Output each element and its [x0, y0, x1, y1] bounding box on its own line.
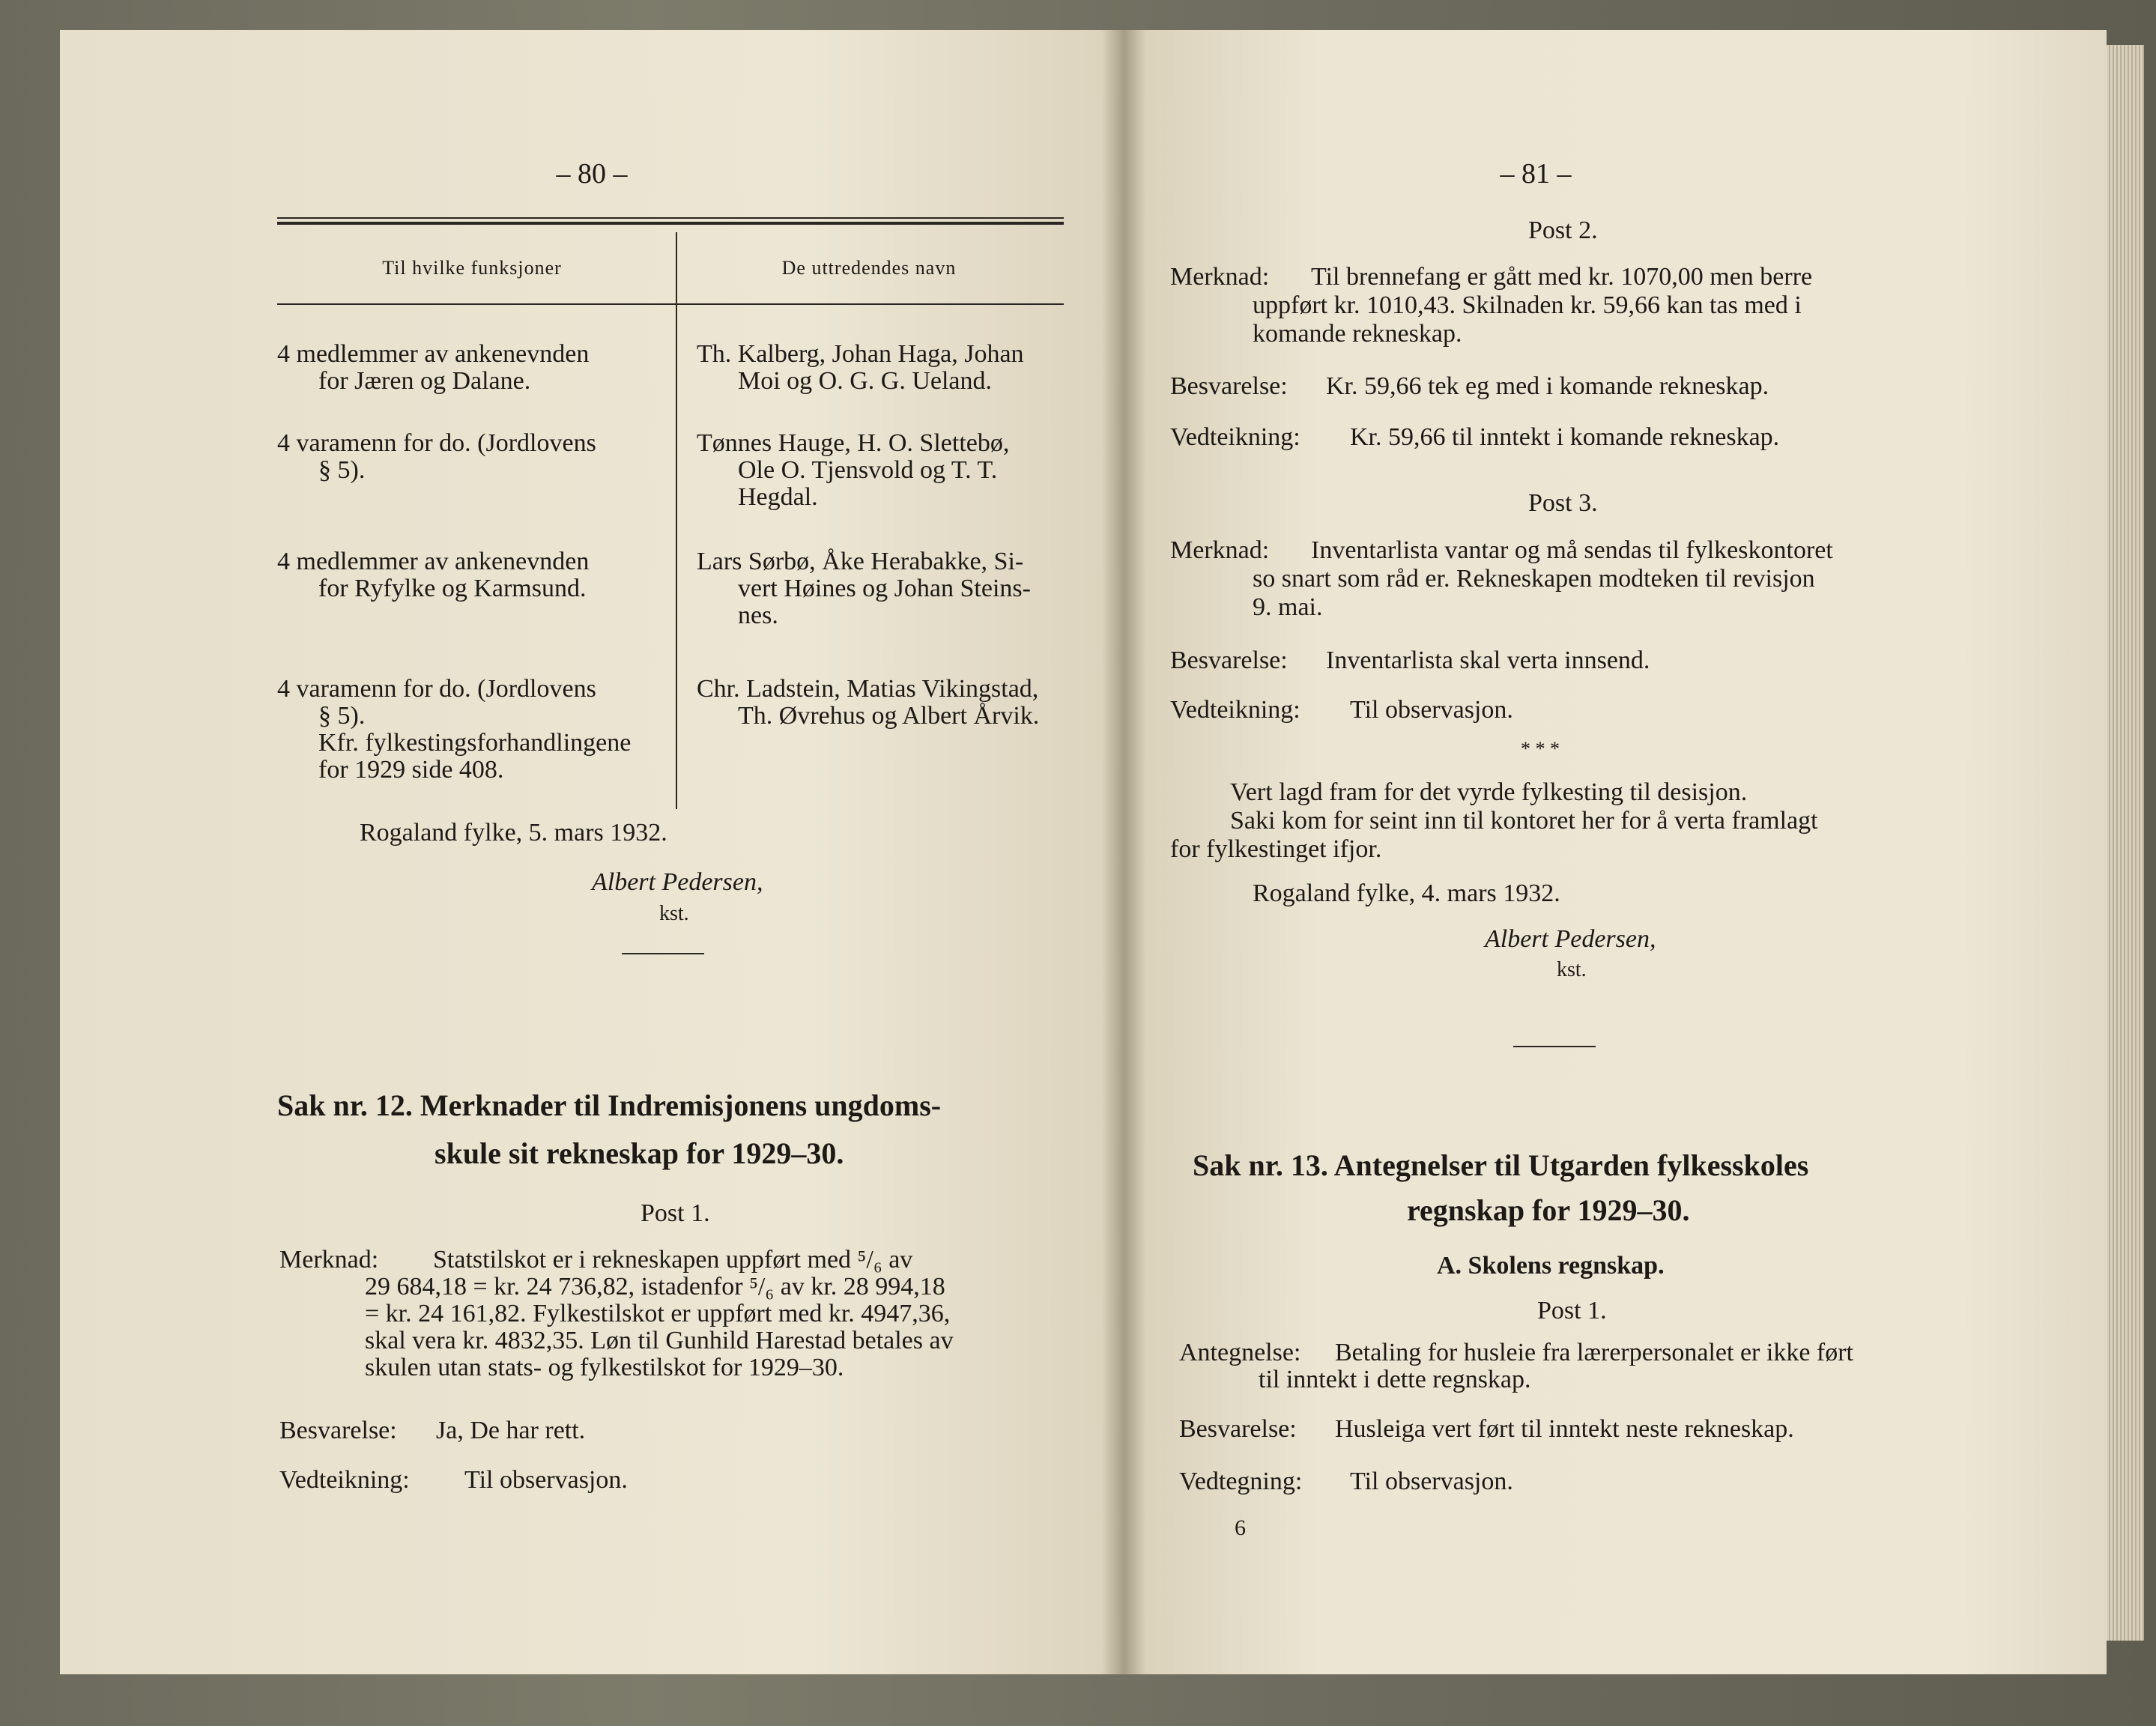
- table-top-rule-thick: [277, 222, 1064, 225]
- row-2-names-line-1: Tønnes Hauge, H. O. Slettebø,: [697, 429, 1010, 457]
- asterisks: * * *: [1521, 738, 1560, 760]
- row-3-function-line-2: for Ryfylke og Karmsund.: [318, 575, 587, 602]
- post-3-merknad-label: Merknad:: [1170, 536, 1270, 564]
- closing-line-1: Vert lagd fram for det vyrde fylkesting til desisjon.: [1230, 778, 1748, 806]
- merknad-line-1: Statstilskot er i rekneskapen uppført med ⁵/₆ av: [433, 1246, 913, 1274]
- row-1-function-line-2: for Jæren og Dalane.: [318, 367, 531, 395]
- row-3-names-line-3: nes.: [738, 602, 778, 629]
- table-top-rule: [277, 217, 1064, 219]
- post-3-besvarelse-label: Besvarelse:: [1170, 647, 1288, 674]
- vedtegning-text: Til observasjon.: [1350, 1468, 1513, 1495]
- post-2-merknad-line-2: uppført kr. 1010,43. Skilnaden kr. 59,66 kan tas med i: [1253, 291, 1802, 319]
- post-2-merknad-line-3: komande rekneskap.: [1253, 320, 1462, 348]
- book-gutter: [1101, 30, 1146, 1674]
- merknad-line-3: = kr. 24 161,82. Fylkestilskot er uppført med kr. 4947,36,: [365, 1300, 951, 1327]
- antegnelse-label: Antegnelse:: [1179, 1339, 1301, 1366]
- row-4-function-line-1: 4 varamenn for do. (Jordlovens: [277, 675, 596, 703]
- left-page: [60, 30, 1124, 1674]
- page-number: – 81 –: [1500, 158, 1572, 190]
- table-header-function: Til hvilke funksjoner: [382, 257, 562, 279]
- post-title: Post 1.: [641, 1199, 710, 1227]
- page-edges: [2107, 45, 2144, 1641]
- right-page: [1124, 30, 2107, 1674]
- antegnelse-line-2: til inntekt i dette regnskap.: [1259, 1366, 1531, 1393]
- signature-name: Albert Pedersen,: [1485, 925, 1656, 953]
- row-1-names-line-1: Th. Kalberg, Johan Haga, Johan: [697, 340, 1024, 368]
- row-4-function-line-4: for 1929 side 408.: [318, 756, 504, 784]
- section-a-heading: A. Skolens regnskap.: [1437, 1252, 1665, 1280]
- vedteikning-text: Til observasjon.: [464, 1466, 628, 1494]
- row-4-function-line-2: § 5).: [318, 702, 366, 730]
- antegnelse-line-1: Betaling for husleie fra lærerpersonalet er ikke ført: [1335, 1339, 1854, 1366]
- signature-title: kst.: [1557, 958, 1587, 981]
- row-3-names-line-1: Lars Sørbø, Åke Herabakke, Si-: [697, 548, 1024, 575]
- row-4-names-line-2: Th. Øvrehus og Albert Årvik.: [738, 702, 1040, 730]
- merknad-label: Merknad:: [279, 1246, 379, 1274]
- table-column-divider: [676, 232, 677, 809]
- post-2-besvarelse-label: Besvarelse:: [1170, 372, 1288, 400]
- post-3-merknad-line-2: so snart som råd er. Rekneskapen modteken til revisjon: [1253, 565, 1815, 593]
- row-2-function-line-2: § 5).: [318, 456, 366, 484]
- table-header-names: De uttredendes navn: [781, 257, 957, 279]
- besvarelse-label: Besvarelse:: [1179, 1415, 1297, 1443]
- post-2-merknad-label: Merknad:: [1170, 263, 1270, 291]
- signature-name: Albert Pedersen,: [592, 868, 763, 896]
- post-2-vedteikning-label: Vedteikning:: [1170, 423, 1300, 451]
- post-3-besvarelse-text: Inventarlista skal verta innsend.: [1326, 647, 1650, 674]
- place-date: Rogaland fylke, 5. mars 1932.: [360, 819, 667, 847]
- post-2-merknad-line-1: Til brennefang er gått med kr. 1070,00 men berre: [1311, 263, 1813, 291]
- post-2-vedteikning-text: Kr. 59,66 til inntekt i komande rekneskap.: [1350, 423, 1780, 451]
- merknad-line-4: skal vera kr. 4832,35. Løn til Gunhild Harestad betales av: [365, 1327, 954, 1354]
- post-3-merknad-line-1: Inventarlista vantar og må sendas til fylkeskontoret: [1311, 536, 1833, 564]
- signature-title: kst.: [659, 902, 689, 925]
- closing-line-3: for fylkestinget ifjor.: [1170, 835, 1382, 863]
- post-1-title: Post 1.: [1537, 1297, 1607, 1324]
- row-3-function-line-1: 4 medlemmer av ankenevnden: [277, 548, 590, 575]
- post-2-besvarelse-text: Kr. 59,66 tek eg med i komande rekneskap.: [1326, 372, 1769, 400]
- place-date: Rogaland fylke, 4. mars 1932.: [1253, 879, 1560, 907]
- sak-heading-line-1: Sak nr. 12. Merknader til Indremisjonens ungdoms-: [277, 1088, 942, 1122]
- besvarelse-text: Ja, De har rett.: [436, 1417, 586, 1444]
- besvarelse-text: Husleiga vert ført til inntekt neste rekneskap.: [1335, 1415, 1794, 1443]
- post-3-merknad-line-3: 9. mai.: [1253, 593, 1323, 621]
- merknad-line-5: skulen utan stats- og fylkestilskot for 1929–30.: [365, 1354, 844, 1381]
- post-3-vedteikning-text: Til observasjon.: [1350, 696, 1513, 724]
- table-header-rule: [277, 303, 1064, 305]
- sak-heading-line-2: skule sit rekneskap for 1929–30.: [434, 1136, 844, 1170]
- post-3-title: Post 3.: [1528, 489, 1598, 517]
- row-2-function-line-1: 4 varamenn for do. (Jordlovens: [277, 429, 596, 457]
- page-number: – 80 –: [556, 158, 628, 190]
- row-2-names-line-2: Ole O. Tjensvold og T. T.: [738, 456, 998, 484]
- row-4-names-line-1: Chr. Ladstein, Matias Vikingstad,: [697, 675, 1039, 703]
- sak-heading-line-1: Sak nr. 13. Antegnelser til Utgarden fylkesskoles: [1193, 1148, 1809, 1182]
- besvarelse-label: Besvarelse:: [279, 1417, 397, 1444]
- row-1-names-line-2: Moi og O. G. G. Ueland.: [738, 367, 993, 395]
- merknad-line-2: 29 684,18 = kr. 24 736,82, istadenfor ⁵/₆ av kr. 28 994,18: [365, 1273, 945, 1300]
- row-3-names-line-2: vert Høines og Johan Steins-: [738, 575, 1031, 602]
- vedtegning-label: Vedtegning:: [1179, 1468, 1303, 1495]
- row-2-names-line-3: Hegdal.: [738, 483, 818, 511]
- section-divider: [622, 953, 704, 954]
- vedteikning-label: Vedteikning:: [279, 1466, 410, 1494]
- row-4-function-line-3: Kfr. fylkestingsforhandlingene: [318, 729, 632, 757]
- row-1-function-line-1: 4 medlemmer av ankenevnden: [277, 340, 590, 368]
- signature-mark: 6: [1235, 1515, 1246, 1540]
- sak-heading-line-2: regnskap for 1929–30.: [1407, 1193, 1690, 1227]
- post-2-title: Post 2.: [1528, 216, 1598, 244]
- section-divider: [1513, 1046, 1596, 1047]
- closing-line-2: Saki kom for seint inn til kontoret her for å verta framlagt: [1230, 807, 1818, 835]
- post-3-vedteikning-label: Vedteikning:: [1170, 696, 1300, 724]
